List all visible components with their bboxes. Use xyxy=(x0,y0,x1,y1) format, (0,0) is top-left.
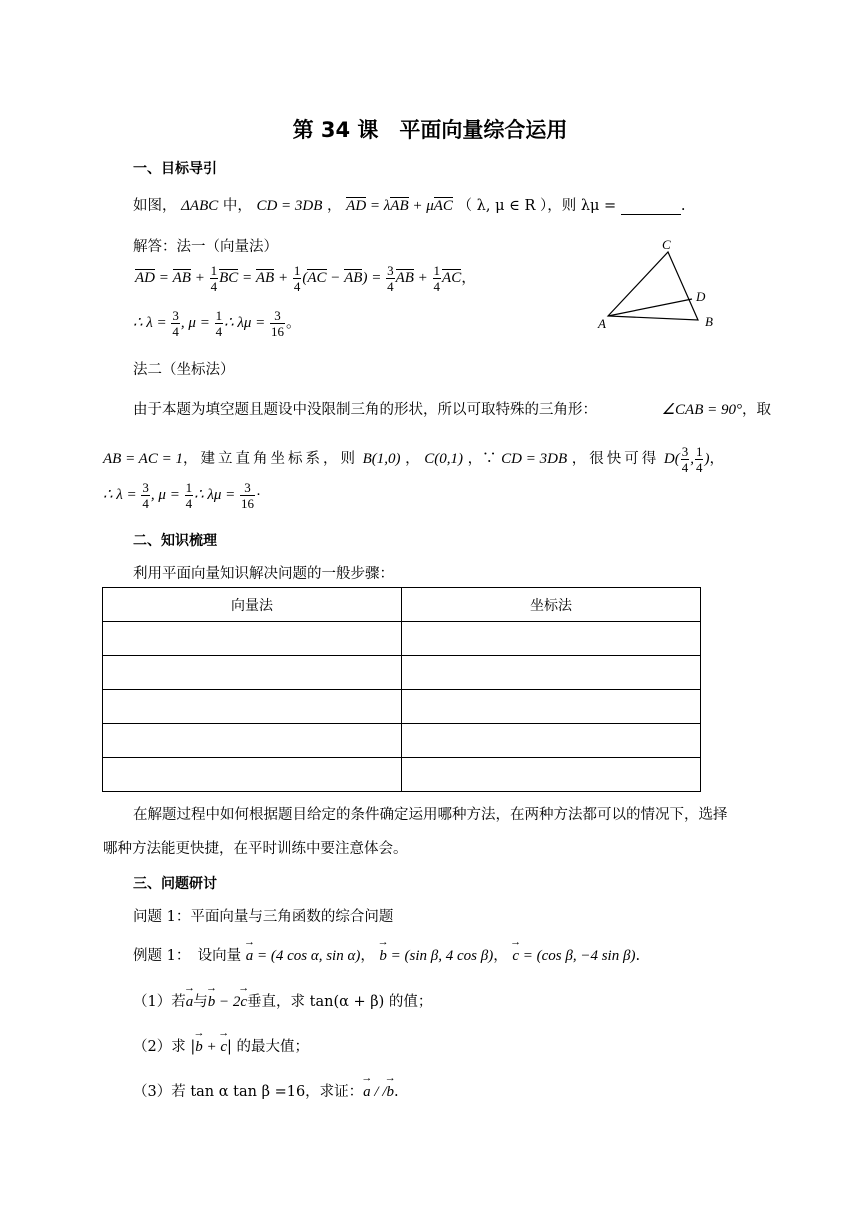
tail: ， xyxy=(461,269,477,286)
vector-method-result: ∴ λ = $\frac{3}{4}$ , μ = $\frac{1}{4}$ ∴ λμ = $\frac{3}{16}$ 。 xyxy=(133,308,302,339)
point-b: B(1,0) xyxy=(362,450,401,467)
triangle-figure xyxy=(592,236,722,336)
question-1: 问题 1：平面向量与三角函数的综合问题 xyxy=(133,909,394,925)
fraction: $\frac{1}{4}$ xyxy=(293,263,301,294)
section-heading-3: 三、问题研讨 xyxy=(133,876,217,892)
vector-ab: AB xyxy=(255,269,275,286)
angle-equation: ∠CAB = 90° xyxy=(661,402,743,418)
vector-ac: AC xyxy=(442,269,462,286)
vector-bc: BC xyxy=(219,269,239,286)
problem-mid: 中， xyxy=(222,198,252,214)
part-1: （1）若→ a与→ b − 2→ c垂直，求 tan(α + β) 的值； xyxy=(133,990,432,1011)
method2-result: ∴ λ = $\frac{3}{4}$ , μ = $\frac{1}{4}$ ∴ λμ = $\frac{3}{16}$ · xyxy=(103,480,262,511)
vector-ac: AC xyxy=(307,269,327,286)
vector-ab: AB xyxy=(344,269,363,286)
fraction: $\frac{3}{4}$ xyxy=(387,263,394,294)
plus-mu: + μ xyxy=(408,198,434,214)
page-title: 第 34 课 平面向量综合运用 xyxy=(292,118,568,142)
vector-a: → a xyxy=(246,948,254,965)
condition: （ λ, μ ∈ R ），则 λμ = xyxy=(457,198,621,214)
table-cell[interactable] xyxy=(402,690,701,724)
fraction: $\frac{1}{4}$ xyxy=(210,263,218,294)
method2-label: 法二（坐标法） xyxy=(133,362,235,378)
table-header-row xyxy=(103,588,701,622)
label-b: B xyxy=(705,314,713,329)
example-1: 例题 1： 设向量 → a = (4 cos α, sin α)， → b = (sin β, 4 cos β)， → c = (cos β, −4 sin β). xyxy=(133,944,640,965)
vector-ad: AD xyxy=(135,269,155,286)
end-dot: . xyxy=(680,198,686,214)
steps-intro: 利用平面向量知识解决问题的一般步骤： xyxy=(133,566,394,582)
section-heading-1: 一、目标导引 xyxy=(133,161,217,177)
part-2: （2）求 |→ b + → c| 的最大值； xyxy=(133,1035,309,1056)
table-cell[interactable] xyxy=(402,622,701,656)
table-cell[interactable] xyxy=(402,724,701,758)
vector-ac: AC xyxy=(433,198,453,214)
label-d: D xyxy=(696,289,706,304)
vector-c: → c xyxy=(512,948,519,965)
tip-para-line2: 哪种方法能更快捷，在平时训练中要注意体会。 xyxy=(103,841,408,857)
table-row xyxy=(103,656,701,690)
triangle-name: ΔABC xyxy=(181,198,219,214)
label-a: A xyxy=(598,316,606,331)
tip-para-line1: 在解题过程中如何根据题目给定的条件确定运用哪种方法，在两种方法都可以的情况下，选择 xyxy=(133,807,728,823)
part-3: （3）若 tan α tan β =16，求证：→ a / /→ b. xyxy=(133,1080,399,1101)
method2-line2: AB = AC = 1，建立直角坐标系，则 B(1,0) ， C(0,1) ，∵ CD = 3DB ，很快可得 D( $\frac{3}{4}$ , $\frac{1}{4}$ )， xyxy=(103,444,724,475)
table-cell[interactable] xyxy=(103,690,402,724)
problem-statement xyxy=(133,194,685,215)
vector-ad: AD xyxy=(346,198,367,214)
section-heading-2: 二、知识梳理 xyxy=(133,533,217,549)
answer-label: 解答：法一（向量法） xyxy=(133,239,278,255)
header-vector-method: 向量法 xyxy=(103,588,402,622)
vector-method-line: AD = AB + $\frac{1}{4}$ BC = AB + $\frac{1}{4}$ (AC − AB) = $\frac{3}{4}$ AB + $\frac{1}{4}$ AC， xyxy=(135,263,477,294)
table-row xyxy=(103,758,701,792)
table-cell[interactable] xyxy=(103,622,402,656)
triangle-abc xyxy=(608,252,698,320)
table-row xyxy=(103,622,701,656)
point-c: C(0,1) xyxy=(424,450,463,467)
table-row xyxy=(103,724,701,758)
vector-b: → b xyxy=(379,948,387,965)
eq-lambda: = λ xyxy=(366,198,391,214)
table-row xyxy=(103,690,701,724)
answer-blank[interactable] xyxy=(621,200,681,215)
steps-table xyxy=(102,587,701,792)
label-c: C xyxy=(662,237,671,252)
vector-ab: AB xyxy=(390,198,409,214)
table-cell[interactable] xyxy=(103,758,402,792)
table-cell[interactable] xyxy=(103,724,402,758)
separator: ， xyxy=(327,198,342,214)
table-cell[interactable] xyxy=(402,758,701,792)
problem-prefix: 如图， xyxy=(133,198,177,214)
vector-ab: AB xyxy=(172,269,191,286)
table-cell[interactable] xyxy=(402,656,701,690)
header-coordinate-method: 坐标法 xyxy=(402,588,701,622)
cd-equation: CD = 3DB xyxy=(256,198,323,214)
vector-ab: AB xyxy=(395,269,414,286)
fraction: $\frac{1}{4}$ xyxy=(433,263,441,294)
table-cell[interactable] xyxy=(103,656,402,690)
method2-para: 由于本题为填空题且题设中没限制三角的形状，所以可取特殊的三角形： ∠CAB = 90°，取 xyxy=(133,402,772,418)
segment-ad xyxy=(608,299,692,316)
